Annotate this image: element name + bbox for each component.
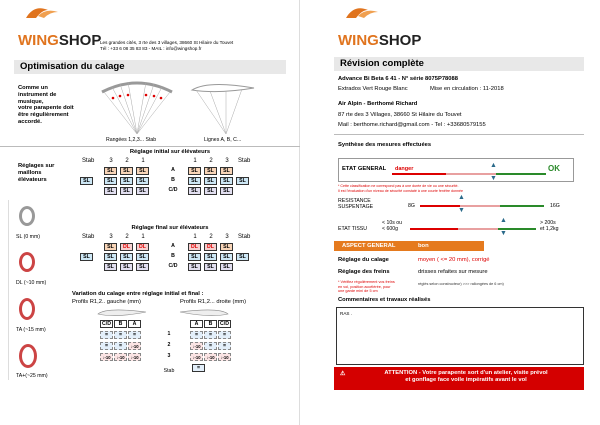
row-label: 2 [167, 342, 171, 348]
column-header: 3 [109, 234, 113, 240]
comments-box [336, 307, 584, 365]
variation-cell: ↓-10 [100, 353, 113, 361]
final-title: Réglage final sur élévateurs [131, 225, 209, 231]
variation-cell: = [114, 342, 127, 350]
attention-banner [334, 367, 584, 390]
lignes-caption: Lignes A, B, C... [204, 137, 242, 143]
gauge-marker-up-icon: ▲ [500, 217, 507, 224]
maillon-dl-icon [19, 252, 35, 272]
calage-label: Réglage du calage [338, 257, 389, 263]
maillon-ta-icon [19, 298, 35, 320]
grid-cell: SL [104, 187, 117, 195]
gauge-mid [458, 228, 498, 230]
grid-cell: SL [220, 263, 233, 271]
column-header: 1 [141, 234, 145, 240]
row-label: A [171, 243, 175, 249]
variation-cell: ↓-10 [128, 353, 141, 361]
airfoil-right-icon [178, 306, 230, 320]
grid-cell: SL [188, 187, 201, 195]
grid-cell: SL [188, 177, 201, 185]
grid-cell: SL [104, 253, 117, 261]
grid-cell: SL [136, 253, 149, 261]
tissu-max: > 200s et 1,2kg [540, 220, 559, 232]
airfoil-left-icon [96, 306, 148, 320]
variation-header: A [128, 320, 141, 328]
grid-cell: SL [136, 187, 149, 195]
grid-cell: SL [188, 263, 201, 271]
ok-label: OK [548, 164, 560, 173]
maillon-ta-plus-icon [19, 344, 37, 368]
grid-cell: SL [236, 253, 249, 261]
variation-cell: ↓-10 [114, 353, 127, 361]
gauge-mid [460, 205, 500, 207]
divider [334, 134, 584, 135]
variation-title: Variation du calage entre réglage initial et final : [72, 291, 204, 297]
gauge-danger [392, 173, 446, 175]
variation-cell: ↓-10 [204, 353, 217, 361]
aspect-general-label: ASPECT GENERAL [342, 243, 396, 249]
profils-droite: Profils R1,2... droite (mm) [180, 299, 247, 305]
right-page [300, 0, 600, 425]
column-header: 3 [109, 158, 113, 164]
grid-cell: SL [220, 243, 233, 251]
rangees-caption: Rangées 1,2,3... Stab [106, 137, 157, 143]
etat-tissu-label: ETAT TISSU [338, 226, 368, 232]
variation-header: B [114, 320, 127, 328]
client-contact: Mail : berthome.richard@gmail.com - Tel : +33680579155 [338, 122, 486, 128]
tissu-min: < 10s ou < 600g [382, 220, 403, 232]
paraglider-logo-icon [344, 6, 380, 22]
grid-cell: SL [220, 167, 233, 175]
gauge-marker-up-icon: ▲ [458, 194, 465, 201]
gauge-ok [496, 173, 546, 175]
initial-grid [80, 158, 280, 208]
column-header: Stab [238, 234, 251, 240]
resistance-label: RESISTANCE SUSPENTAGE [338, 198, 374, 210]
variation-cell: ↓-10 [190, 353, 203, 361]
grid-cell: SL [120, 177, 133, 185]
grid-cell: SL [188, 253, 201, 261]
glider-front-diagram [98, 78, 176, 136]
column-header: Stab [82, 158, 95, 164]
page-title: Révision complète [334, 57, 584, 71]
grid-cell: SL [104, 167, 117, 175]
client-name: Air Alpin - Berthomé Richard [338, 101, 418, 107]
variation-cell: = [100, 342, 113, 350]
variation-cell: = [190, 331, 203, 339]
gauge-mid [446, 173, 496, 175]
grid-cell: SL [120, 253, 133, 261]
variation-cell: ↓-10 [218, 353, 231, 361]
gauge-marker-up-icon: ▲ [490, 162, 497, 169]
resistance-max: 16G [550, 203, 560, 209]
verifier-note-right: réglés selon constructeur) >>> rallongées de 6 cm) [418, 282, 504, 286]
column-header: 3 [225, 234, 229, 240]
variation-cell: = [128, 331, 141, 339]
calage-value: moyen ( <= 20 mm), corrigé [418, 257, 490, 263]
row-label: C/D [168, 187, 178, 193]
grid-cell: DL [120, 243, 133, 251]
danger-label: danger [395, 166, 414, 172]
attention-text: ATTENTION - Votre parapente sort d'un atelier, visite prévol et gonflage face voile impératifs avant le vol [384, 370, 548, 383]
reglages-title: Réglages sur maillons élévateurs [18, 163, 55, 183]
row-label: 3 [167, 353, 171, 359]
comments-text: RAS . [340, 311, 352, 316]
grid-cell: SL [136, 263, 149, 271]
variation-header: C/D [218, 320, 231, 328]
variation-cell: ↓-10 [128, 342, 141, 350]
resistance-min: 8G [408, 203, 415, 209]
shop-address: Les grandes cités, 3 rte des 3 villages, 38660 St Hilaire du Touvet [100, 40, 234, 45]
synthese-title: Synthèse des mesures effectuées [338, 142, 432, 148]
grid-cell: SL [220, 187, 233, 195]
row-label: 1 [167, 331, 171, 337]
etat-general-label: ETAT GENERAL [342, 166, 387, 172]
grid-cell: DL [204, 243, 217, 251]
variation-header: A [190, 320, 203, 328]
column-header: 3 [225, 158, 229, 164]
aspect-general-value: bon [418, 243, 429, 249]
grid-cell: SL [204, 187, 217, 195]
grid-cell: SL [136, 167, 149, 175]
gauge-danger [420, 205, 460, 207]
grid-cell: SL [204, 263, 217, 271]
column-header: 1 [141, 158, 145, 164]
grid-cell: SL [204, 177, 217, 185]
grid-cell: DL [188, 243, 201, 251]
variation-header: C/D [100, 320, 113, 328]
column-header: 2 [125, 234, 129, 240]
column-header: 2 [125, 158, 129, 164]
grid-cell: SL [220, 177, 233, 185]
client-address: 87 rte des 3 Villages, 38660 St Hilaire du Touvet [338, 112, 462, 118]
grid-cell: SL [104, 263, 117, 271]
divider [0, 146, 300, 147]
grid-cell: SL [220, 253, 233, 261]
freins-label: Réglage des freins [338, 269, 390, 275]
variation-cell: ↓-10 [190, 342, 203, 350]
logo-wordmark: WINGSHOP [18, 32, 102, 49]
variation-cell: = [204, 331, 217, 339]
variation-cell: = [100, 331, 113, 339]
grid-cell: SL [188, 167, 201, 175]
variation-header: B [204, 320, 217, 328]
maillon-label: TA (~15 mm) [16, 327, 46, 333]
grid-cell: DL [136, 243, 149, 251]
maillons-list [14, 200, 74, 390]
maillon-sl-icon [19, 206, 35, 226]
grid-cell: SL [80, 253, 93, 261]
gauge-danger [410, 228, 458, 230]
profils-gauche: Profils R1,2.. gauche (mm) [72, 299, 141, 305]
gauge-marker-down-icon: ▼ [490, 175, 497, 182]
column-header: 1 [193, 234, 197, 240]
logo-wordmark: WINGSHOP [338, 32, 422, 49]
gauge-marker-down-icon: ▼ [458, 207, 465, 214]
paraglider-logo-icon [24, 6, 60, 22]
freins-value: drisses refaites sur mesure [418, 269, 488, 275]
verifier-note: * Vérifiez régulièrement vos freins en vol, position accélérée, pour une garde mini de 5 cm [338, 280, 395, 294]
column-header: 2 [209, 158, 213, 164]
grid-cell: SL [80, 177, 93, 185]
stab-label: Stab [163, 368, 175, 374]
warning-icon: ⚠ [340, 371, 346, 377]
grid-cell: SL [104, 243, 117, 251]
grid-cell: SL [120, 167, 133, 175]
gauge-ok [500, 205, 544, 207]
grid-cell: SL [136, 177, 149, 185]
shop-contact: Tél : +33 6 08 35 83 83 - MAIL : info@wingshop.fr [100, 46, 202, 51]
variation-grid [100, 320, 250, 380]
row-label: C/D [168, 263, 178, 269]
variation-cell: = [192, 364, 205, 372]
column-header: 1 [193, 158, 197, 164]
service-date: Mise en circulation : 11-2018 [430, 86, 504, 92]
final-grid [80, 234, 280, 284]
row-label: A [171, 167, 175, 173]
wing-model: Advance Bi Beta 6 41 - N° série 8075P78088 [338, 76, 458, 82]
initial-title: Réglage initial sur élévateurs [129, 149, 211, 155]
grid-cell: SL [204, 167, 217, 175]
variation-cell: = [114, 331, 127, 339]
comments-title: Commentaires et travaux réalisés [338, 297, 431, 303]
intro-text: Comme un instrument de musique, votre parapente doit être régulièrement accordé. [18, 85, 74, 125]
maillon-label: TA+(~25 mm) [16, 373, 48, 379]
variation-cell: = [218, 331, 231, 339]
variation-cell: = [204, 342, 217, 350]
column-header: Stab [82, 234, 95, 240]
grid-cell: SL [120, 263, 133, 271]
page-title: Optimisation du calage [14, 60, 286, 74]
grid-cell: SL [204, 253, 217, 261]
sidebar-divider [8, 200, 9, 380]
variation-cell: = [218, 342, 231, 350]
grid-cell: SL [236, 177, 249, 185]
etat-general-note: Il est l'évaluation d'un niveau de sécurité constaté à une courte fenêtre donnée [338, 189, 464, 193]
row-label: B [171, 253, 175, 259]
etat-general-note: * Cette classification ne correspond pas à une durée de vie ou une sécurité. [338, 184, 459, 188]
column-header: 2 [209, 234, 213, 240]
gauge-marker-down-icon: ▼ [500, 230, 507, 237]
maillon-label: DL (~10 mm) [16, 280, 47, 286]
wing-colors: Extrados Vert Rouge Blanc [338, 86, 408, 92]
row-label: B [171, 177, 175, 183]
column-header: Stab [238, 158, 251, 164]
glider-profile-diagram [188, 78, 258, 136]
maillon-label: SL (0 mm) [16, 234, 41, 240]
grid-cell: SL [104, 177, 117, 185]
grid-cell: SL [120, 187, 133, 195]
